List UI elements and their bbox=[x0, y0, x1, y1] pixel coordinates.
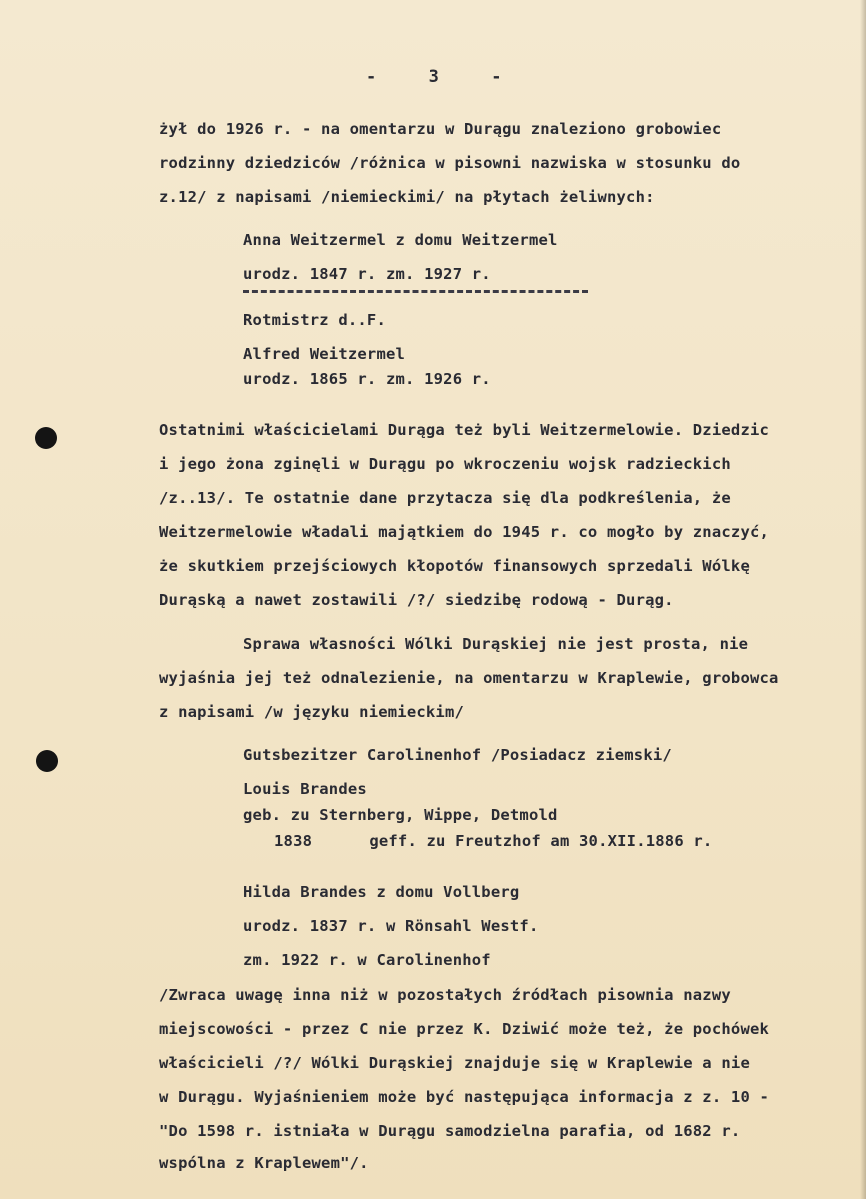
punch-hole-top bbox=[35, 427, 57, 449]
text-line: i jego żona zginęli w Durągu po wkroczeniu wojsk radzieckich bbox=[159, 455, 731, 473]
inscription-line: 1838 geff. zu Freutzhof am 30.XII.1886 r. bbox=[274, 832, 713, 850]
inscription-line: Hilda Brandes z domu Vollberg bbox=[243, 883, 520, 901]
page-number: - 3 - bbox=[366, 67, 502, 87]
inscription-line: zm. 1922 r. w Carolinenhof bbox=[243, 951, 491, 969]
text-line: Durąską a nawet zostawili /?/ siedzibę rodową - Durąg. bbox=[159, 591, 674, 609]
inscription-line: Anna Weitzermel z domu Weitzermel bbox=[243, 231, 558, 249]
inscription-line: Gutsbezitzer Carolinenhof /Posiadacz ziemski/ bbox=[243, 746, 672, 764]
inscription-line: Louis Brandes bbox=[243, 780, 367, 798]
inscription-line: urodz. 1865 r. zm. 1926 r. bbox=[243, 370, 491, 388]
text-line: z napisami /w języku niemieckim/ bbox=[159, 703, 465, 721]
text-line: /Zwraca uwagę inna niż w pozostałych źródłach pisownia nazwy bbox=[159, 986, 731, 1004]
inscription-line: urodz. 1847 r. zm. 1927 r. bbox=[243, 265, 491, 283]
page-edge-shadow bbox=[860, 0, 866, 1199]
inscription-line: Rotmistrz d..F. bbox=[243, 311, 386, 329]
inscription-line: Alfred Weitzermel bbox=[243, 345, 406, 363]
text-line: w Durągu. Wyjaśnieniem może być następująca informacja z z. 10 - bbox=[159, 1088, 770, 1106]
text-line: właścicieli /?/ Wólki Durąskiej znajduje się w Kraplewie a nie bbox=[159, 1054, 750, 1072]
text-line: z.12/ z napisami /niemieckimi/ na płytach żeliwnych: bbox=[159, 188, 655, 206]
text-line: /z..13/. Te ostatnie dane przytacza się dla podkreślenia, że bbox=[159, 489, 731, 507]
text-line: Sprawa własności Wólki Durąskiej nie jest prosta, nie bbox=[243, 635, 749, 653]
text-line: wyjaśnia jej też odnalezienie, na omentarzu w Kraplewie, grobowca bbox=[159, 669, 779, 687]
dashed-separator bbox=[243, 290, 588, 293]
text-line: wspólna z Kraplewem"/. bbox=[159, 1154, 369, 1172]
text-line: Weitzermelowie władali majątkiem do 1945 r. co mogło by znaczyć, bbox=[159, 523, 770, 541]
text-line: miejscowości - przez C nie przez K. Dziwić może też, że pochówek bbox=[159, 1020, 770, 1038]
text-line: Ostatnimi właścicielami Durąga też byli Weitzermelowie. Dziedzic bbox=[159, 421, 770, 439]
text-line: żył do 1926 r. - na omentarzu w Durągu znaleziono grobowiec bbox=[159, 120, 722, 138]
text-line: rodzinny dziedziców /różnica w pisowni nazwiska w stosunku do bbox=[159, 154, 741, 172]
inscription-line: urodz. 1837 r. w Rönsahl Westf. bbox=[243, 917, 539, 935]
inscription-line: geb. zu Sternberg, Wippe, Detmold bbox=[243, 806, 558, 824]
text-line: że skutkiem przejściowych kłopotów finansowych sprzedali Wólkę bbox=[159, 557, 750, 575]
punch-hole-bottom bbox=[36, 750, 58, 772]
text-line: "Do 1598 r. istniała w Durągu samodzielna parafia, od 1682 r. bbox=[159, 1122, 741, 1140]
